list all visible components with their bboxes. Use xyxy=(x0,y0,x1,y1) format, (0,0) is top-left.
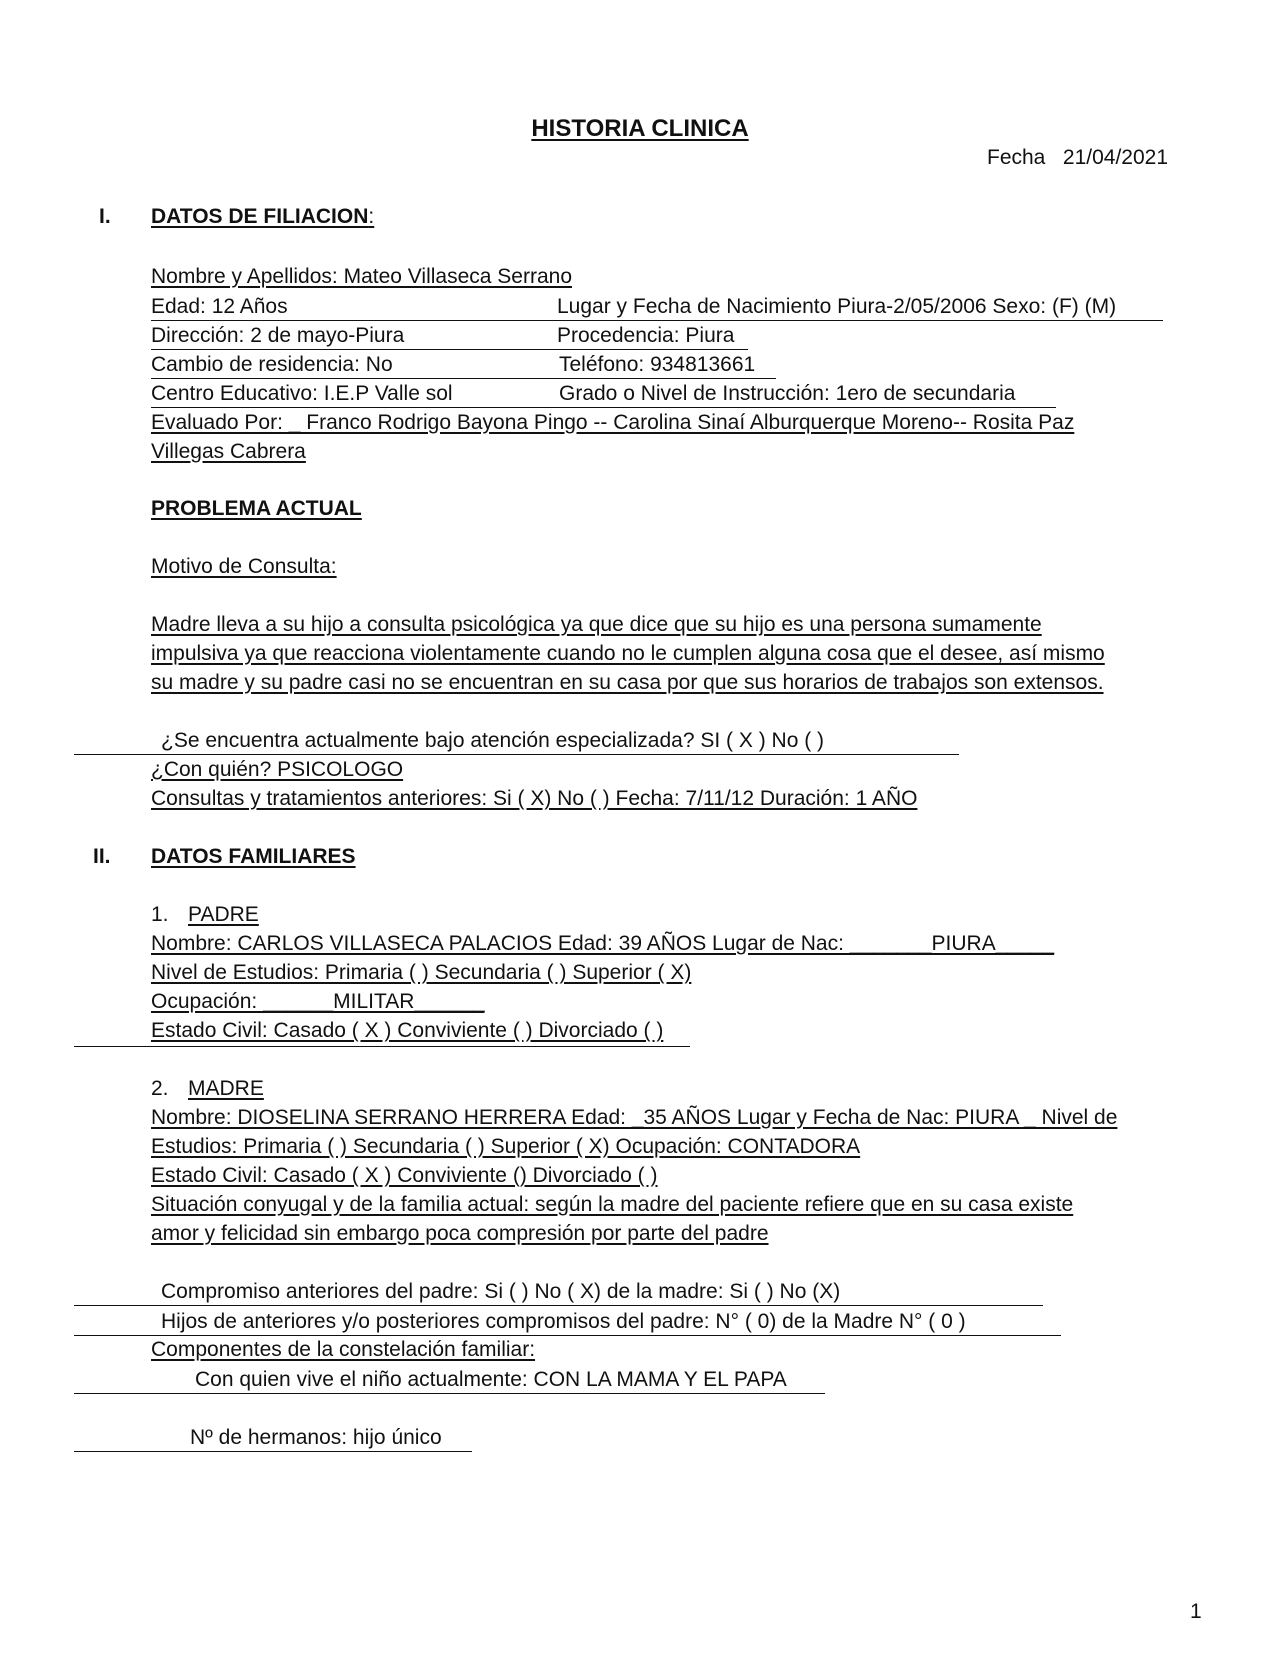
patient-phone: Teléfono: 934813661 xyxy=(559,353,756,376)
father-education: Nivel de Estudios: Primaria ( ) Secundaria ( ) Superior ( X) xyxy=(151,961,692,984)
date-label: Fecha xyxy=(987,146,1046,169)
mother-heading-number: 2. xyxy=(151,1077,169,1100)
family-situation-line-1: Situación conyugal y de la familia actual: según la madre del paciente refiere que en su casa existe xyxy=(151,1193,1074,1216)
siblings-count: Nº de hermanos: hijo único xyxy=(190,1426,442,1449)
section-1-colon: : xyxy=(368,205,375,228)
children-previous-commitments: Hijos de anteriores y/o posteriores compromisos del padre: N° ( 0) de la Madre N° ( 0 ) xyxy=(161,1310,966,1333)
date-line xyxy=(987,143,1168,173)
patient-origin: Procedencia: Piura xyxy=(557,324,735,347)
date-value: 21/04/2021 xyxy=(1062,146,1168,169)
mother-name: Nombre: DIOSELINA SERRANO HERRERA Edad: _35 AÑOS Lugar y Fecha de Nac: PIURA _ Nivel de xyxy=(151,1106,1118,1129)
consult-reason-line-2: impulsiva ya que reacciona violentamente cuando no le cumplen alguna cosa que el desee, así mismo xyxy=(151,642,1105,665)
document-title: HISTORIA CLINICA xyxy=(531,115,749,142)
section-1-heading xyxy=(151,202,374,232)
lives-with: Con quien vive el niño actualmente: CON LA MAMA Y EL PAPA xyxy=(195,1368,787,1391)
consult-reason-label: Motivo de Consulta: xyxy=(151,555,337,578)
family-constellation: Componentes de la constelación familiar: xyxy=(151,1338,536,1361)
section-1-title: DATOS DE FILIACION xyxy=(151,205,369,228)
consult-reason-line-1: Madre lleva a su hijo a consulta psicológica ya que dice que su hijo es una persona sumamente xyxy=(151,613,1042,636)
patient-age: Edad: 12 Años xyxy=(151,295,288,318)
evaluated-by-continued: Villegas Cabrera xyxy=(151,440,306,463)
birth-place-date: Lugar y Fecha de Nacimiento Piura-2/05/2006 Sexo: (F) (M) xyxy=(557,295,1117,318)
separator-rule xyxy=(74,1046,690,1047)
current-problem-heading: PROBLEMA ACTUAL xyxy=(151,497,362,520)
school-name: Centro Educativo: I.E.P Valle sol xyxy=(151,382,453,405)
father-civil-status: Estado Civil: Casado ( X ) Conviviente ( ) Divorciado ( ) xyxy=(151,1019,664,1042)
previous-commitments: Compromiso anteriores del padre: Si ( ) No ( X) de la madre: Si ( ) No (X) xyxy=(161,1280,841,1303)
consult-reason-line-3: su madre y su padre casi no se encuentran en su casa por que sus horarios de trabajos son extensos. xyxy=(151,671,1104,694)
previous-consultations: Consultas y tratamientos anteriores: Si ( X) No ( ) Fecha: 7/11/12 Duración: 1 AÑO xyxy=(151,787,918,810)
father-name: Nombre: CARLOS VILLASECA PALACIOS Edad: 39 AÑOS Lugar de Nac: _______PIURA_____ xyxy=(151,932,1055,955)
mother-education: Estudios: Primaria ( ) Secundaria ( ) Superior ( X) Ocupación: CONTADORA xyxy=(151,1135,861,1158)
father-heading-number: 1. xyxy=(151,903,169,926)
section-1-number: I. xyxy=(99,205,111,228)
father-occupation: Ocupación: ______MILITAR______ xyxy=(151,990,485,1013)
residence-change: Cambio de residencia: No xyxy=(151,353,393,376)
mother-civil-status: Estado Civil: Casado ( X ) Conviviente () Divorciado ( ) xyxy=(151,1164,658,1187)
mother-heading: MADRE xyxy=(188,1077,264,1100)
section-2-number: II. xyxy=(93,845,111,868)
father-heading: PADRE xyxy=(188,903,259,926)
specialized-care-question: ¿Se encuentra actualmente bajo atención especializada? SI ( X ) No ( ) xyxy=(161,729,825,752)
section-2-title: DATOS FAMILIARES xyxy=(151,845,356,868)
patient-address: Dirección: 2 de mayo-Piura xyxy=(151,324,405,347)
education-level: Grado o Nivel de Instrucción: 1ero de secundaria xyxy=(559,382,1016,405)
family-situation-line-2: amor y felicidad sin embargo poca compresión por parte del padre xyxy=(151,1222,769,1245)
patient-name: Nombre y Apellidos: Mateo Villaseca Serrano xyxy=(151,265,572,288)
with-whom: ¿Con quién? PSICOLOGO xyxy=(151,758,404,781)
page-number: 1 xyxy=(1190,1600,1202,1623)
evaluated-by: Evaluado Por: _ Franco Rodrigo Bayona Pingo -- Carolina Sinaí Alburquerque Moreno-- Rosita Paz xyxy=(151,411,1075,434)
